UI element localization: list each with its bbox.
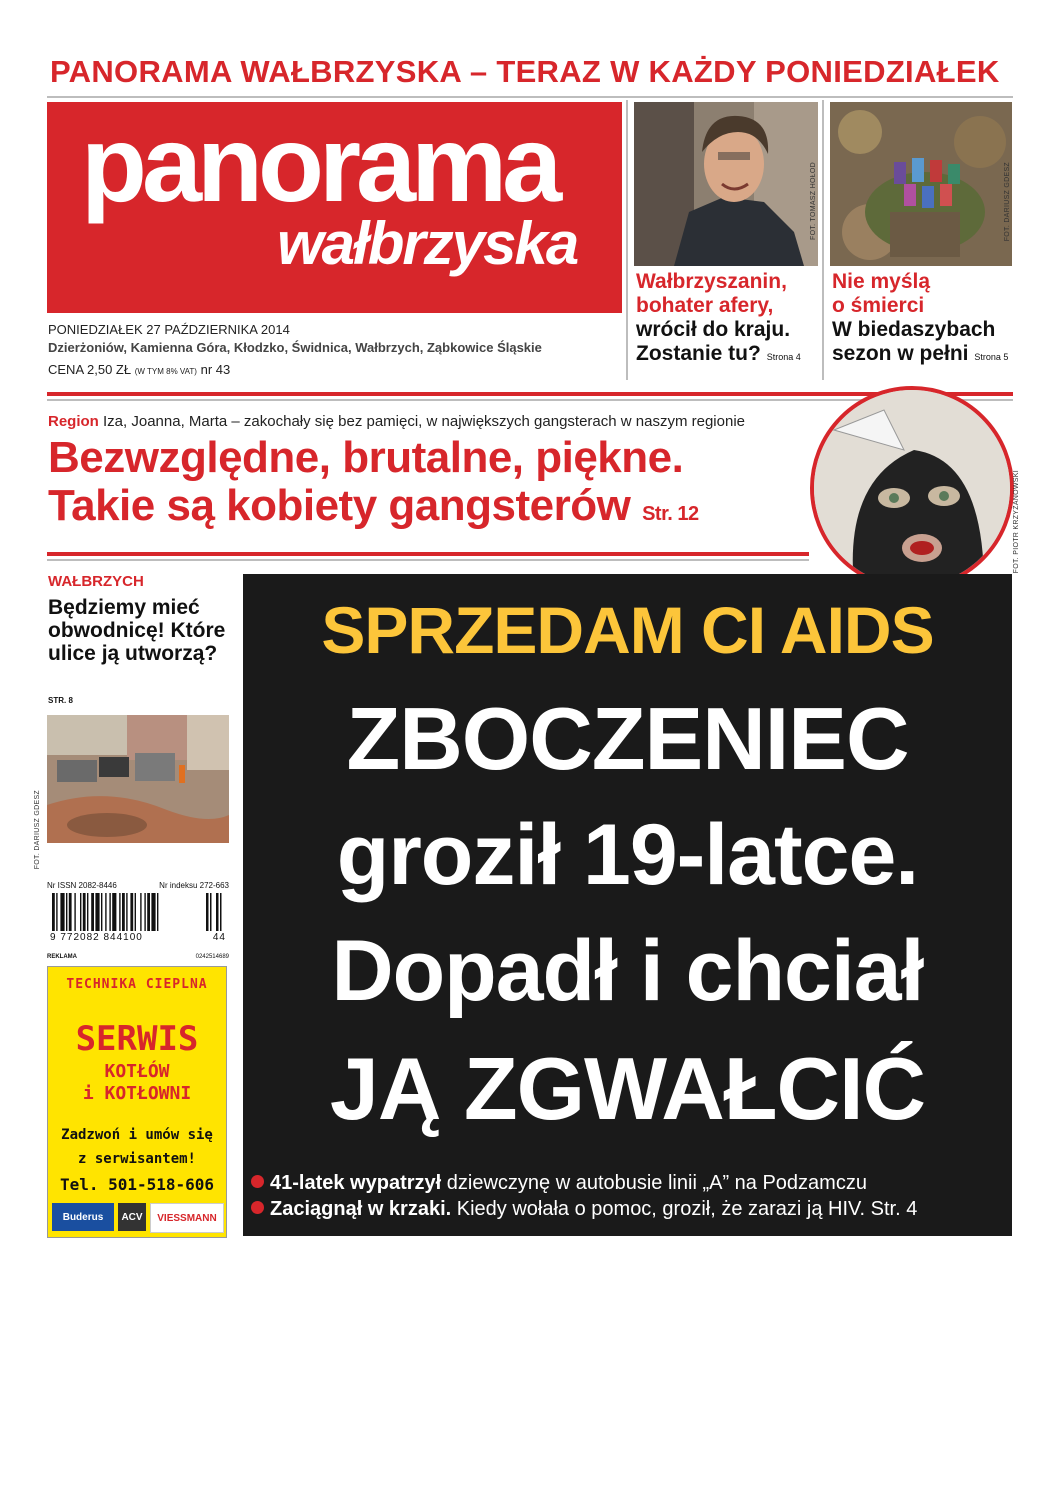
barcode bbox=[50, 893, 226, 931]
barcode-bar bbox=[216, 893, 219, 931]
candles-photo bbox=[830, 102, 1012, 266]
index-number: Nr indeksu 272-663 bbox=[159, 881, 229, 890]
region-page: Str. 12 bbox=[642, 503, 699, 525]
teaser-photo-candles[interactable] bbox=[830, 102, 1012, 266]
region-label: Region bbox=[48, 413, 99, 430]
barcode-bar bbox=[140, 893, 141, 931]
barcode-bar bbox=[101, 893, 102, 931]
barcode-bar bbox=[56, 893, 57, 931]
photo-credit: FOT. DARIUSZ GDESZ bbox=[1004, 162, 1011, 242]
column-separator bbox=[626, 100, 628, 380]
advertisement[interactable] bbox=[47, 966, 227, 1238]
man-photo bbox=[634, 102, 818, 266]
main-story[interactable] bbox=[243, 574, 1012, 1236]
barcode-bar bbox=[151, 893, 155, 931]
barcode-bar bbox=[109, 893, 110, 931]
region-headline-line: Takie są kobiety gangsterów bbox=[48, 481, 631, 530]
balaclava-photo[interactable] bbox=[810, 386, 1014, 590]
teaser-photo-man[interactable] bbox=[634, 102, 818, 266]
teaser-black-line: wrócił do kraju. bbox=[636, 318, 791, 341]
ad-phone: Tel. 501-518-606 bbox=[59, 1175, 215, 1194]
barcode-bar bbox=[135, 893, 136, 931]
balaclava-image bbox=[814, 390, 1010, 586]
teaser-page: Strona 5 bbox=[974, 352, 1009, 362]
barcode-bar bbox=[144, 893, 145, 931]
issue-vat: (W TYM 8% VAT) bbox=[134, 367, 197, 376]
issue-price: CENA 2,50 ZŁ bbox=[48, 362, 132, 377]
barcode-bar bbox=[112, 893, 116, 931]
barcode-bar bbox=[66, 893, 67, 931]
bullet-dot bbox=[251, 1175, 264, 1188]
barcode-digits-row bbox=[50, 932, 226, 943]
left-story-photo[interactable] bbox=[47, 715, 229, 843]
barcode-bar bbox=[157, 893, 158, 931]
teaser-red-line: Wałbrzyszanin, bbox=[636, 270, 787, 293]
region-lead[interactable] bbox=[48, 413, 745, 430]
teaser-man-text[interactable] bbox=[636, 270, 822, 369]
teaser-red-line: bohater afery, bbox=[636, 294, 774, 317]
ad-code: 0242514689 bbox=[195, 954, 229, 960]
main-headline-line: ZBOCZENIEC bbox=[346, 689, 909, 788]
ad-line1: KOTŁÓW bbox=[104, 1061, 170, 1082]
photo-credit: FOT. TOMASZ HOŁOD bbox=[810, 162, 817, 240]
barcode-bar bbox=[95, 893, 99, 931]
barcode-header bbox=[47, 881, 229, 890]
teaser-page: Strona 4 bbox=[766, 352, 801, 362]
left-story-page: STR. 8 bbox=[48, 696, 73, 705]
ad-call2: z serwisantem! bbox=[77, 1151, 196, 1167]
region-headline[interactable] bbox=[48, 434, 699, 538]
barcode-bar bbox=[69, 893, 72, 931]
barcode-bar bbox=[122, 893, 125, 931]
main-headline-line: groził 19-latce. bbox=[336, 807, 919, 903]
barcode-bar bbox=[74, 893, 75, 931]
barcode-digits: 9 772082 844100 bbox=[50, 932, 143, 943]
ad-company: TECHNIKA CIEPLNA bbox=[66, 977, 208, 992]
barcode-bar bbox=[147, 893, 150, 931]
section-rule bbox=[47, 552, 809, 556]
photo-credit: FOT. PIOTR KRZYŻANOWSKI bbox=[1013, 470, 1020, 574]
barcode-bar bbox=[210, 893, 212, 931]
section-rule bbox=[47, 559, 809, 561]
column-separator bbox=[822, 100, 824, 380]
main-headline-line: JĄ ZGWAŁCIĆ bbox=[329, 1039, 926, 1138]
teaser-black-line: W biedaszybach bbox=[832, 318, 996, 341]
barcode-suffix: 44 bbox=[212, 932, 226, 943]
masthead[interactable] bbox=[47, 102, 622, 313]
barcode-bar bbox=[105, 893, 106, 931]
masthead-title: panorama bbox=[81, 103, 558, 224]
region-headline-line: Bezwzględne, brutalne, piękne. bbox=[48, 433, 684, 482]
barcode-bar bbox=[220, 893, 222, 931]
ad-header bbox=[47, 954, 229, 960]
promo-banner: PANORAMA WAŁBRZYSKA – TERAZ W KAŻDY PONIEDZIAŁEK bbox=[50, 54, 1000, 89]
barcode-bar bbox=[80, 893, 81, 931]
main-headline-line: Dopadł i chciał bbox=[331, 923, 924, 1019]
issue-number: nr 43 bbox=[200, 362, 231, 377]
barcode-bars bbox=[50, 893, 226, 931]
barcode-bar bbox=[126, 893, 127, 931]
ad-call1: Zadzwoń i umów się bbox=[61, 1127, 213, 1143]
teaser-red-line: o śmierci bbox=[832, 294, 925, 317]
ad-line2: i KOTŁOWNI bbox=[82, 1083, 192, 1104]
left-story-label: WAŁBRZYCH bbox=[48, 573, 144, 590]
teaser-black-line: sezon w pełni Strona 5 bbox=[832, 342, 1009, 365]
top-rule bbox=[47, 96, 1013, 98]
photo-credit: FOT. DARIUSZ GDESZ bbox=[34, 790, 41, 870]
barcode-bar bbox=[91, 893, 94, 931]
issue-towns: Dzierżoniów, Kamienna Góra, Kłodzko, Świdnica, Wałbrzych, Ząbkowice Śląskie bbox=[48, 340, 542, 355]
issue-price-line bbox=[48, 362, 230, 377]
barcode-bar bbox=[52, 893, 55, 931]
issue-date: PONIEDZIAŁEK 27 PAŹDZIERNIKA 2014 bbox=[48, 322, 290, 337]
barcode-bar bbox=[119, 893, 120, 931]
region-lead-text: Iza, Joanna, Marta – zakochały się bez pamięci, w największych gangsterach w naszym regionie bbox=[103, 413, 745, 430]
teaser-candles-text[interactable] bbox=[832, 270, 1012, 369]
issn: Nr ISSN 2082-8446 bbox=[47, 881, 117, 890]
main-kicker: SPRZEDAM CI AIDS bbox=[321, 593, 934, 667]
ad-label: REKLAMA bbox=[47, 954, 77, 960]
ad-brand-logo: VIESSMANN bbox=[150, 1203, 224, 1233]
left-story-headline[interactable]: Będziemy mieć obwodnicę! Które ulice ją utworzą? bbox=[48, 596, 226, 665]
barcode-bar bbox=[83, 893, 86, 931]
masthead-subtitle: wałbrzyska bbox=[277, 210, 578, 277]
main-bullet: Zaciągnął w krzaki. Kiedy wołała o pomoc, groził, że zarazi ją HIV. Str. 4 bbox=[251, 1198, 1011, 1221]
barcode-bar bbox=[130, 893, 133, 931]
teaser-black-line: Zostanie tu? Strona 4 bbox=[636, 342, 801, 365]
ad-title: SERWIS bbox=[75, 1019, 199, 1059]
barcode-bar bbox=[206, 893, 209, 931]
ad-brand-logo: Buderus bbox=[52, 1203, 114, 1231]
road-photo bbox=[47, 715, 229, 843]
barcode-bar bbox=[60, 893, 64, 931]
bullet-dot bbox=[251, 1201, 264, 1214]
teaser-red-line: Nie myślą bbox=[832, 270, 931, 293]
main-bullet: 41-latek wypatrzył dziewczynę w autobusie linii „A” na Podzamczu bbox=[251, 1172, 1011, 1195]
barcode-bar bbox=[87, 893, 88, 931]
ad-brand-logo: ACV bbox=[118, 1203, 146, 1231]
